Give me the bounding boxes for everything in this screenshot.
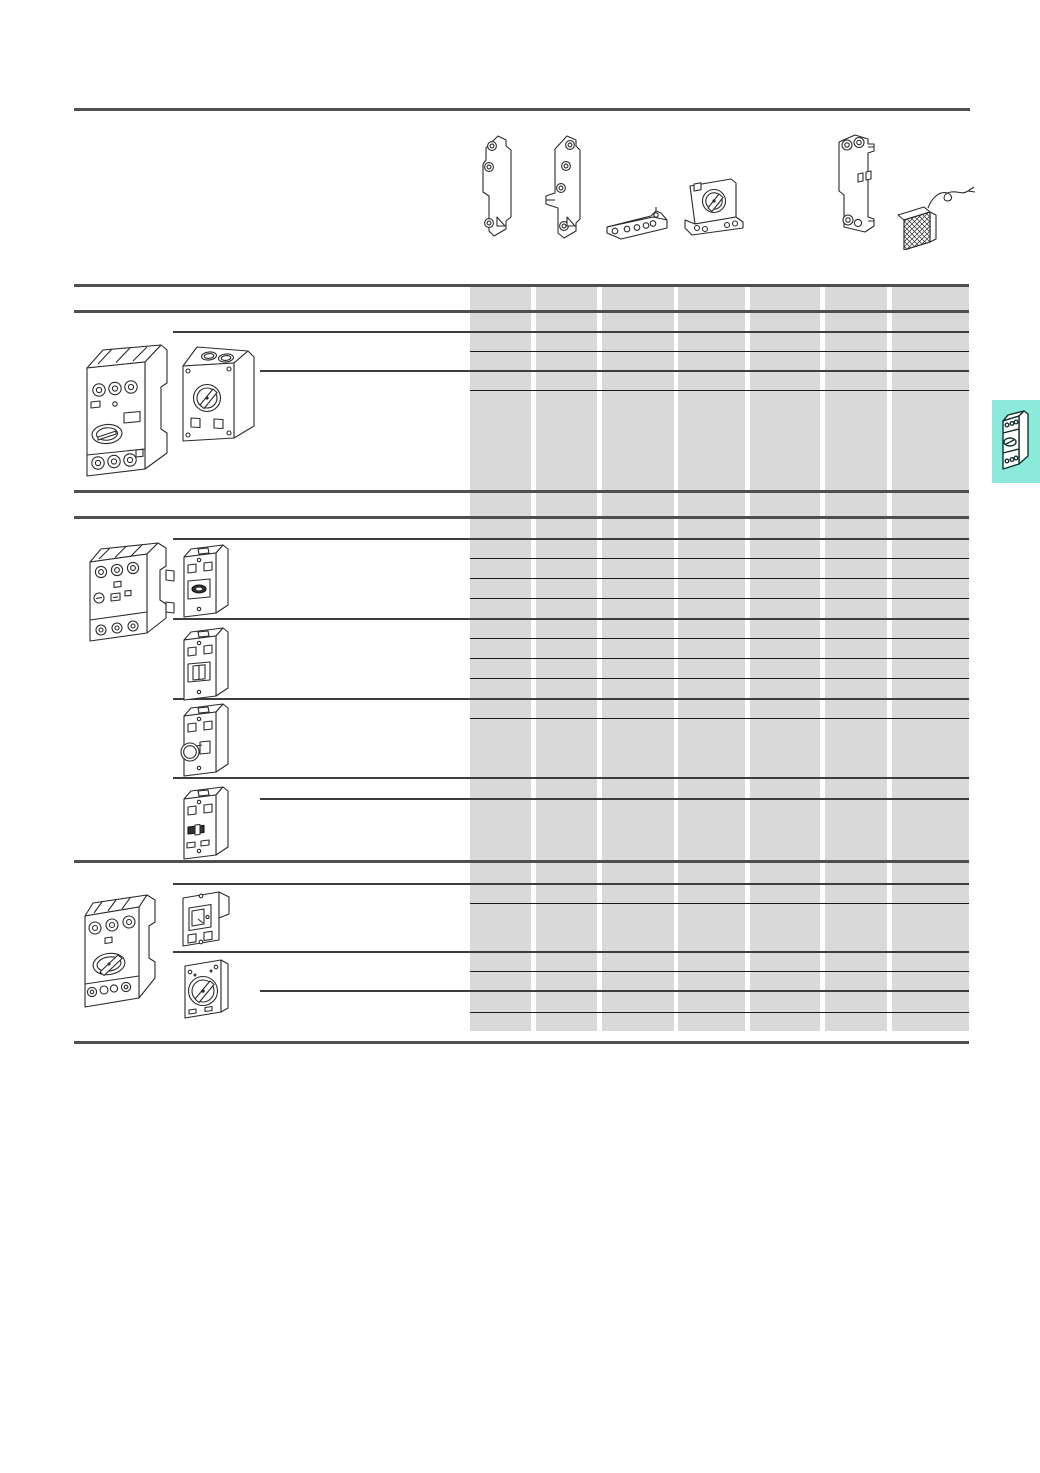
row-line-with-leader — [260, 798, 969, 800]
section-separator — [74, 516, 969, 519]
accessory-image-1 — [478, 133, 518, 239]
section-separator — [74, 1041, 969, 1044]
product-image-front-panel-rotary — [180, 953, 236, 1025]
row-line — [470, 678, 969, 679]
product-image-msp-rotary — [78, 888, 172, 1018]
section-separator — [74, 490, 969, 493]
enclosure-knob-icon — [178, 543, 236, 623]
chapter-tab-motor-starter-icon — [999, 406, 1033, 478]
auxiliary-switch-lateral-icon — [543, 131, 585, 241]
product-image-enclosure-toggle — [178, 785, 236, 865]
door-coupling-rotary-operator-icon — [683, 175, 747, 237]
row-line — [470, 638, 969, 639]
product-image-front-plate — [178, 886, 234, 952]
accessory-image-3 — [604, 202, 670, 242]
row-line-with-leader — [173, 777, 969, 779]
section-separator — [74, 284, 969, 287]
row-line — [470, 1012, 969, 1013]
product-image-enclosure-rocker — [178, 626, 236, 706]
product-image-enclosure-pushbutton — [176, 702, 234, 782]
row-line-with-leader — [173, 538, 969, 540]
row-line-with-leader — [173, 618, 969, 620]
row-line-with-leader — [173, 698, 969, 700]
chapter-tab — [992, 400, 1040, 483]
row-line — [470, 351, 969, 352]
row-line — [470, 598, 969, 599]
motor-starter-protector-large-icon — [78, 333, 176, 489]
terminal-block-icon — [604, 202, 670, 242]
pushbutton-with-cable-icon — [892, 184, 978, 250]
row-line — [470, 390, 969, 391]
section-separator — [74, 310, 969, 313]
row-line — [470, 971, 969, 972]
product-image-msp-small — [84, 536, 188, 648]
table-column-5 — [750, 287, 820, 1031]
product-image-enclosure-rotary — [178, 334, 260, 446]
accessory-image-5 — [830, 132, 882, 236]
row-line — [470, 658, 969, 659]
table-column-2 — [536, 287, 597, 1031]
front-panel-rotary-icon — [180, 953, 236, 1025]
motor-starter-protector-rotary-icon — [78, 888, 172, 1018]
front-plate-adapter-icon — [178, 886, 234, 952]
enclosure-toggle-icon — [178, 785, 236, 865]
product-image-enclosure-knob — [178, 543, 236, 623]
table-column-4 — [678, 287, 745, 1031]
enclosure-rocker-icon — [178, 626, 236, 706]
enclosure-pushbutton-icon — [176, 702, 234, 782]
signalling-switch-module-icon — [830, 132, 882, 236]
accessory-image-6 — [892, 184, 978, 250]
row-line — [470, 578, 969, 579]
accessory-image-4 — [683, 175, 747, 237]
accessory-image-2 — [543, 131, 585, 241]
table-column-6 — [825, 287, 887, 1031]
row-line-with-leader — [173, 883, 969, 885]
motor-starter-protector-small-icon — [84, 536, 188, 648]
enclosure-with-rotary-operator-icon — [178, 334, 260, 446]
product-image-msp-large — [78, 333, 176, 489]
page-top-rule — [74, 108, 970, 111]
row-line — [470, 903, 969, 904]
row-line — [470, 558, 969, 559]
row-line-with-leader — [173, 331, 969, 333]
row-line-with-leader — [260, 990, 969, 992]
row-line-with-leader — [173, 951, 969, 953]
table-column-1 — [470, 287, 531, 1031]
row-line-with-leader — [260, 370, 969, 372]
table-column-3 — [602, 287, 674, 1031]
table-column-7 — [892, 287, 969, 1031]
row-line — [470, 718, 969, 719]
auxiliary-switch-transverse-icon — [478, 133, 518, 239]
